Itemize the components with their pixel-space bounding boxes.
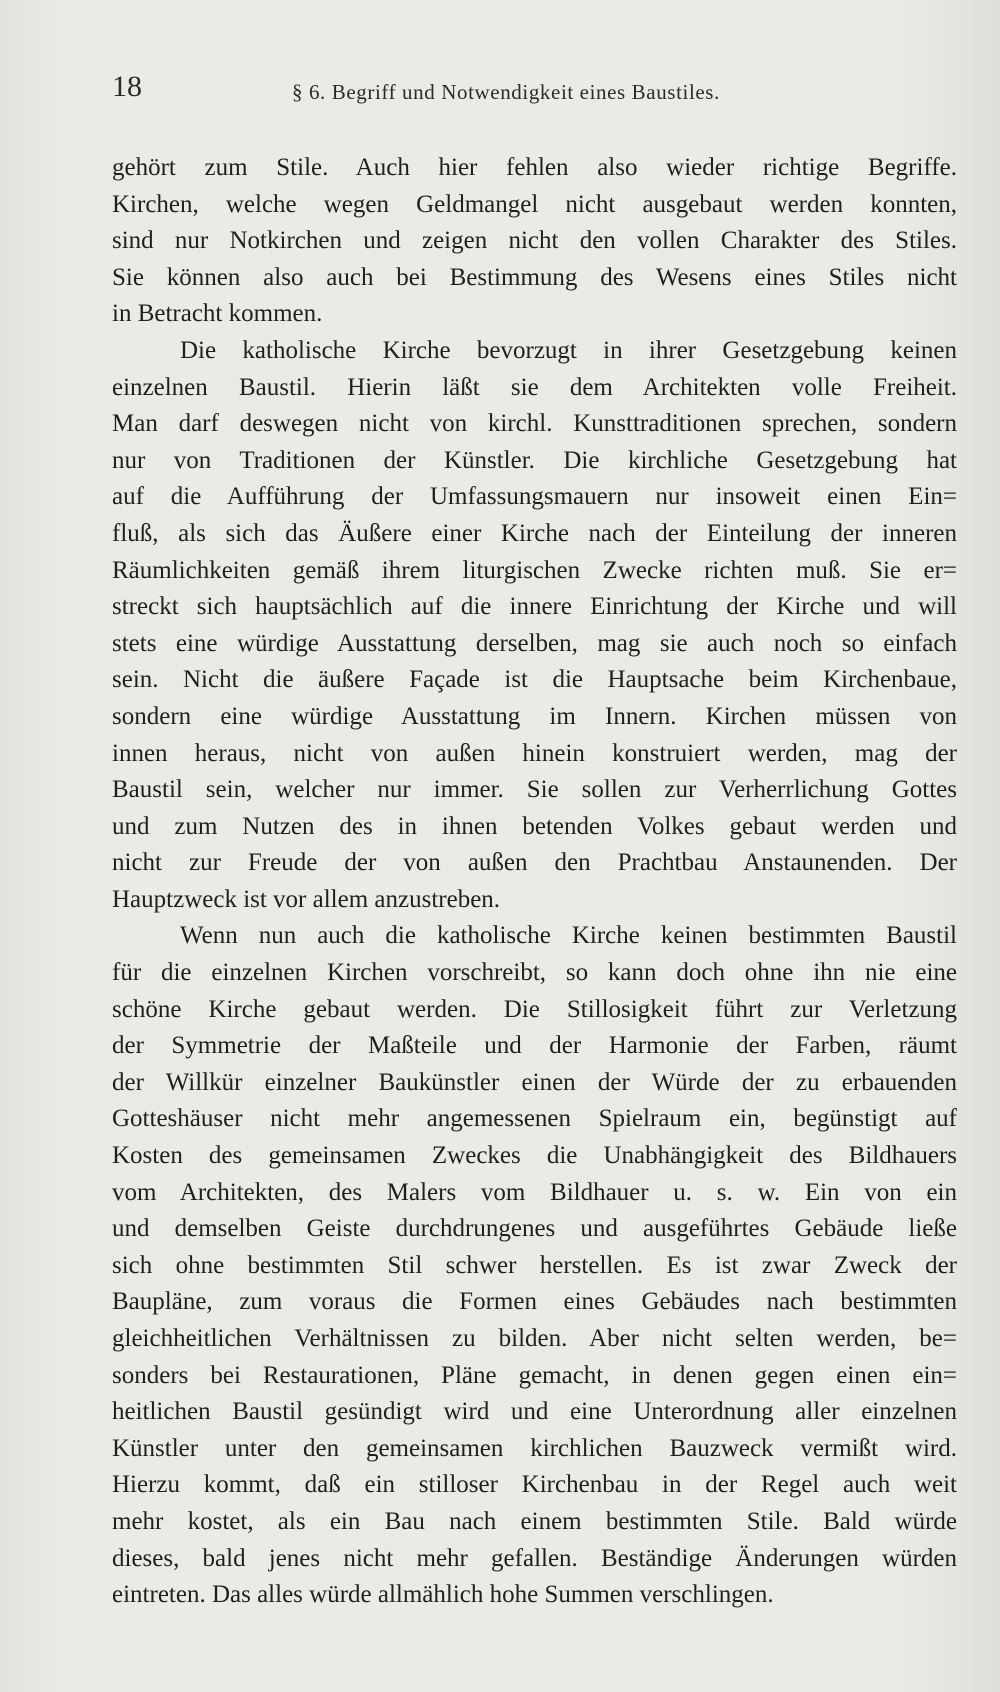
text-line: der Symmetrie der Maßteile und der Harmonie der Farben, räumt <box>112 1032 957 1060</box>
text-line: Man darf deswegen nicht von kirchl. Kunsttraditionen sprechen, sondern <box>112 410 957 438</box>
text-line: innen heraus, nicht von außen hinein konstruiert werden, mag der <box>112 739 957 767</box>
text-line: eintreten. Das alles würde allmählich hohe Summen verschlingen. <box>112 1581 774 1609</box>
text-line: dieses, bald jenes nicht mehr gefallen. Beständige Änderungen würden <box>112 1544 957 1572</box>
body-text <box>112 150 957 1614</box>
text-line: Hierzu kommt, daß ein stilloser Kirchenbau in der Regel auch weit <box>112 1471 957 1499</box>
text-line: Wenn nun auch die katholische Kirche keinen bestimmten Baustil <box>180 922 957 950</box>
text-line: gehört zum Stile. Auch hier fehlen also wieder richtige Begriffe. <box>112 154 957 181</box>
text-line: Die katholische Kirche bevorzugt in ihrer Gesetzgebung keinen <box>180 336 957 364</box>
text-line: vom Architekten, des Malers vom Bildhauer u. s. w. Ein von ein <box>112 1178 957 1206</box>
text-line: Baustil sein, welcher nur immer. Sie sollen zur Verherrlichung Gottes <box>112 776 957 804</box>
text-line: Sie können also auch bei Bestimmung des Wesens eines Stiles nicht <box>112 263 957 291</box>
text-line: Kirchen, welche wegen Geldmangel nicht ausgebaut werden konnten, <box>112 190 957 218</box>
text-line: fluß, als sich das Äußere einer Kirche nach der Einteilung der inneren <box>112 519 957 547</box>
text-line: stets eine würdige Ausstattung derselben, mag sie auch noch so einfach <box>112 629 957 657</box>
text-line: nur von Traditionen der Künstler. Die kirchliche Gesetzgebung hat <box>112 446 957 474</box>
text-line: für die einzelnen Kirchen vorschreibt, so kann doch ohne ihn nie eine <box>112 959 957 987</box>
text-line: sondern eine würdige Ausstattung im Innern. Kirchen müssen von <box>112 702 957 730</box>
page-header <box>112 70 812 110</box>
text-line: schöne Kirche gebaut werden. Die Stillosigkeit führt zur Verletzung <box>112 995 957 1023</box>
page-number: 18 <box>112 70 142 103</box>
text-line: mehr kostet, als ein Bau nach einem bestimmten Stile. Bald würde <box>112 1507 957 1535</box>
text-line: sein. Nicht die äußere Façade ist die Hauptsache beim Kirchenbaue, <box>112 666 957 694</box>
text-line: der Willkür einzelner Baukünstler einen der Würde der zu erbauenden <box>112 1068 957 1096</box>
text-line: gleichheitlichen Verhältnissen zu bilden. Aber nicht selten werden, be= <box>112 1325 957 1352</box>
text-line: Kosten des gemeinsamen Zweckes die Unabhängigkeit des Bildhauers <box>112 1142 957 1170</box>
text-line: heitlichen Baustil gesündigt wird und eine Unterordnung aller einzelnen <box>112 1398 957 1426</box>
text-line: sonders bei Restaurationen, Pläne gemacht, in denen gegen einen ein= <box>112 1361 957 1389</box>
text-line: Gotteshäuser nicht mehr angemessenen Spielraum ein, begünstigt auf <box>112 1105 957 1133</box>
text-line: Künstler unter den gemeinsamen kirchlichen Bauzweck vermißt wird. <box>112 1434 957 1462</box>
text-line: auf die Aufführung der Umfassungsmauern nur insoweit einen Ein= <box>112 483 957 511</box>
text-line: und zum Nutzen des in ihnen betenden Volkes gebaut werden und <box>112 812 957 840</box>
text-line: Räumlichkeiten gemäß ihrem liturgischen Zwecke richten muß. Sie er= <box>112 556 957 584</box>
text-line: sich ohne bestimmten Stil schwer herstellen. Es ist zwar Zweck der <box>112 1251 957 1279</box>
text-line: einzelnen Baustil. Hierin läßt sie dem Architekten volle Freiheit. <box>112 373 957 401</box>
text-line: in Betracht kommen. <box>112 300 323 328</box>
running-title: § 6. Begriff und Notwendigkeit eines Baustiles. <box>292 80 720 104</box>
text-line: und demselben Geiste durchdrungenes und ausgeführtes Gebäude ließe <box>112 1215 957 1243</box>
text-line: nicht zur Freude der von außen den Prachtbau Anstaunenden. Der <box>112 849 957 877</box>
text-line: streckt sich hauptsächlich auf die innere Einrichtung der Kirche und will <box>112 593 957 621</box>
text-line: sind nur Notkirchen und zeigen nicht den vollen Charakter des Stiles. <box>112 227 957 255</box>
text-line: Baupläne, zum voraus die Formen eines Gebäudes nach bestimmten <box>112 1288 957 1316</box>
text-line: Hauptzweck ist vor allem anzustreben. <box>112 885 501 913</box>
